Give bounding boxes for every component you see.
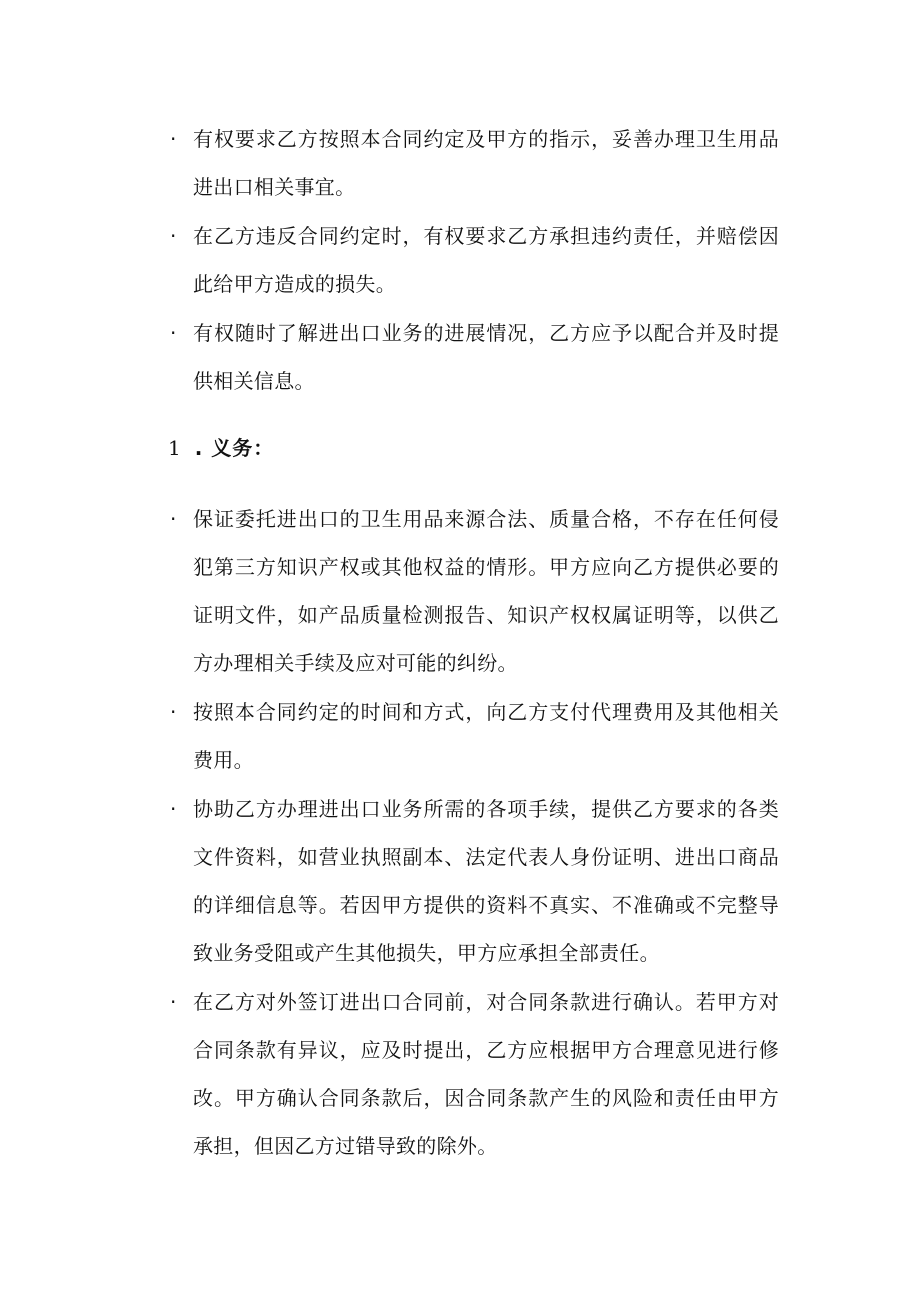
rights-item-text: 有权要求乙方按照本合同约定及甲方的指示，妥善办理卫生用品进出口相关事宜。: [193, 127, 779, 199]
bullet-dot-icon: ·: [170, 797, 177, 821]
bullet-dot-icon: ·: [170, 127, 177, 151]
obligation-item-3: [170, 785, 790, 977]
obligation-item-1: [170, 495, 790, 687]
obligation-item-4: [170, 978, 790, 1170]
obligation-item-text: 在乙方对外签订进出口合同前，对合同条款进行确认。若甲方对合同条款有异议，应及时提出，乙方应根据甲方合理意见进行修改。甲方确认合同条款后，因合同条款产生的风险和责任由甲方承担，但因乙方过错导致的除外。: [193, 990, 779, 1158]
bullet-dot-icon: ·: [170, 990, 177, 1014]
obligation-item-text: 按照本合同约定的时间和方式，向乙方支付代理费用及其他相关费用。: [193, 700, 779, 772]
rights-item-2: [170, 212, 790, 308]
bullet-dot-icon: ·: [170, 321, 177, 345]
rights-item-3: [170, 309, 790, 405]
bullet-dot-icon: ·: [170, 507, 177, 531]
bullet-dot-icon: ·: [170, 700, 177, 724]
obligation-item-text: 协助乙方办理进出口业务所需的各项手续，提供乙方要求的各类文件资料，如营业执照副本、法定代表人身份证明、进出口商品的详细信息等。若因甲方提供的资料不真实、不准确或不完整导致业务受阻或产生其他损失，甲方应承担全部责任。: [193, 797, 779, 965]
obligation-item-text: 保证委托进出口的卫生用品来源合法、质量合格，不存在任何侵犯第三方知识产权或其他权益的情形。甲方应向乙方提供必要的证明文件，如产品质量检测报告、知识产权权属证明等，以供乙方办理相关手续及应对可能的纠纷。: [193, 507, 779, 675]
rights-item-text: 在乙方违反合同约定时，有权要求乙方承担违约责任，并赔偿因此给甲方造成的损失。: [193, 224, 779, 296]
section-number: 1: [168, 436, 181, 460]
section-heading-obligations: [168, 424, 274, 472]
rights-item-text: 有权随时了解进出口业务的进展情况，乙方应予以配合并及时提供相关信息。: [193, 321, 779, 393]
rights-item-1: [170, 115, 790, 211]
obligation-item-2: [170, 688, 790, 784]
section-title: . 义务：: [194, 436, 275, 460]
bullet-dot-icon: ·: [170, 224, 177, 248]
